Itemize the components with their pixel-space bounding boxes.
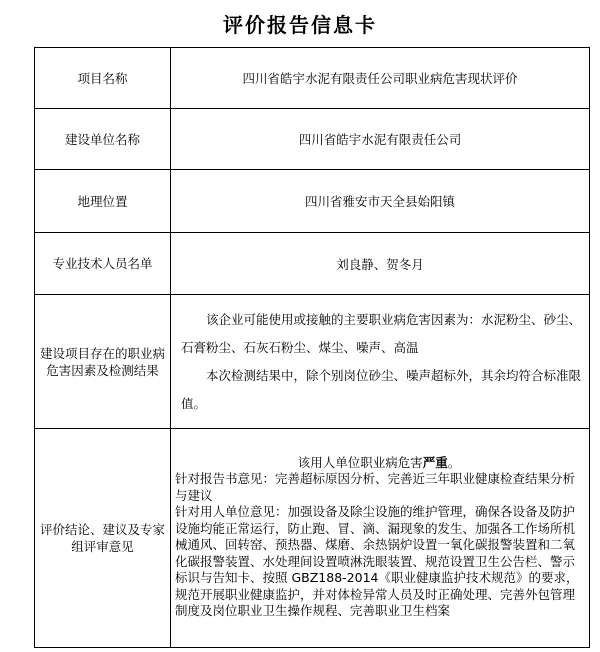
location-label: 地理位置 bbox=[35, 170, 171, 233]
table-row bbox=[35, 233, 590, 295]
table-row bbox=[35, 170, 590, 233]
table-row bbox=[35, 429, 590, 648]
hazards-label: 建设项目存在的职业病危害因素及检测结果 bbox=[35, 295, 171, 429]
page-title: 评价报告信息卡 bbox=[223, 13, 377, 37]
report-opinion-text: 针对报告书意见：完善超标原因分析、完善近三年职业健康检查结果分析与建议 bbox=[175, 471, 576, 503]
hazards-results-text: 本次检测结果中，除个别岗位砂尘、噪声超标外，其余均符合标准限值。 bbox=[181, 367, 582, 411]
table-row bbox=[35, 48, 590, 109]
conclusion-value bbox=[171, 429, 590, 648]
conclusion-label: 评价结论、建议及专家组评审意见 bbox=[35, 429, 171, 648]
severity-prefix: 该用人单位职业病危害 bbox=[297, 454, 423, 470]
hazards-factors-text: 该企业可能使用或接触的主要职业病危害因素为：水泥粉尘、砂尘、石膏粉尘、石灰石粉尘、煤尘、噪声、高温 bbox=[181, 311, 582, 355]
conclusion-severity-line bbox=[175, 455, 583, 472]
employer-opinion-text: 针对用人单位意见：加强设备及除尘设施的维护管理，确保各设备及防护设施均能正常运行，防止跑、冒、滴、漏现象的发生、加强各工作场所机械通风、回转窑、预热器、煤磨、余热锅炉设置一氧化碳报警装置和二氧化碳报警装置、水处理间设置喷淋洗眼装置、规范设置卫生公告栏、警示标识与告知卡、按照 GBZ188-2014《职业健康监护技术规范》的要求，规范开展职业健康监护，并对体检异常人员及时正确处理、完善外包管理制度及岗位职业卫生操作规程、完善职业卫生档案 bbox=[175, 504, 579, 618]
severity-end: 。 bbox=[447, 454, 461, 470]
construction-unit-label: 建设单位名称 bbox=[35, 109, 171, 170]
staff-value: 刘良静、贺冬月 bbox=[171, 233, 590, 295]
info-card-table bbox=[34, 47, 590, 648]
table-row bbox=[35, 109, 590, 170]
project-name-label: 项目名称 bbox=[35, 48, 171, 109]
hazards-value bbox=[171, 295, 590, 429]
table-row bbox=[35, 295, 590, 429]
severity-level: 严重 bbox=[422, 454, 448, 470]
project-name-value: 四川省皓宇水泥有限责任公司职业病危害现状评价 bbox=[171, 48, 590, 109]
location-value: 四川省雅安市天全县始阳镇 bbox=[171, 170, 590, 233]
staff-label: 专业技术人员名单 bbox=[35, 233, 171, 295]
construction-unit-value: 四川省皓宇水泥有限责任公司 bbox=[171, 109, 590, 170]
